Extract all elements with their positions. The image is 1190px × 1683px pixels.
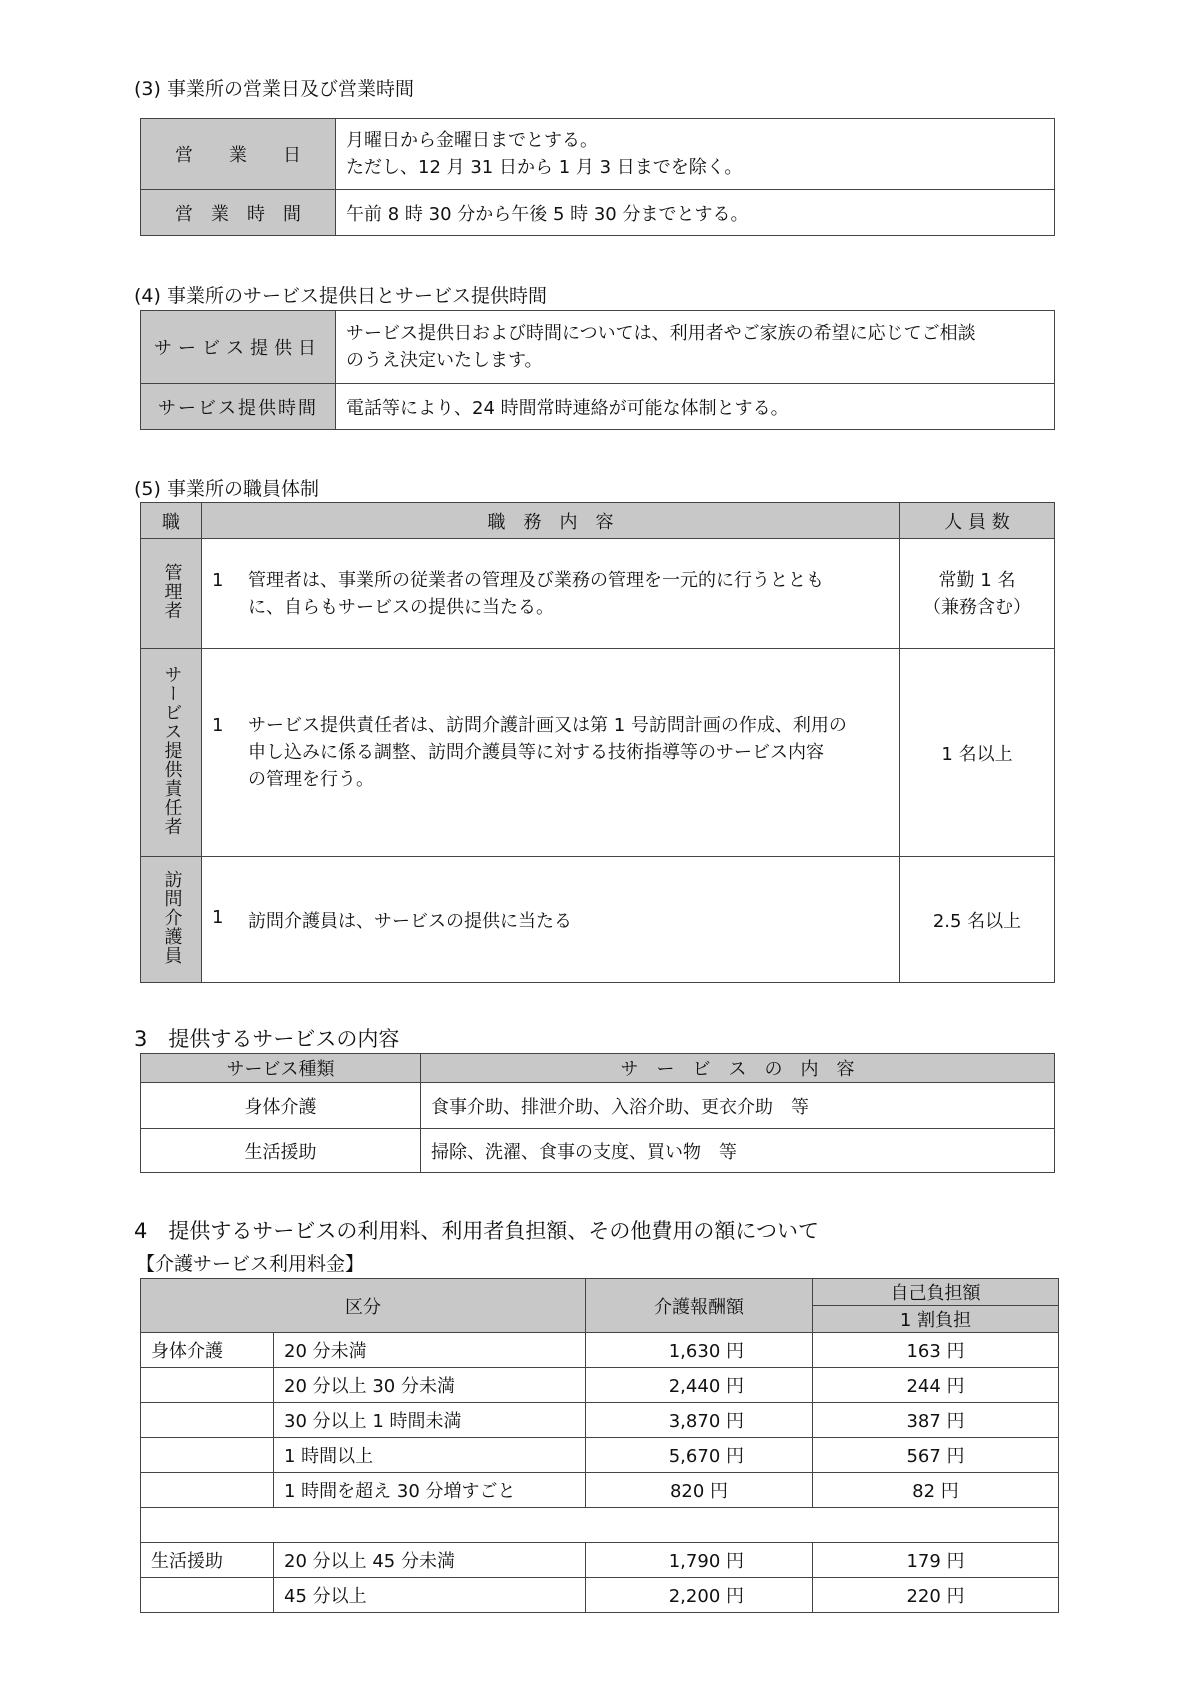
fee-time: 30 分以上 1 時間未満 (274, 1403, 586, 1438)
staff-role-service-manager: サービス提供責任者 (141, 649, 202, 857)
table-row (141, 1403, 1059, 1438)
staff-duties-manager: 1 管理者は、事業所の従業者の管理及び業務の管理を一元的に行うととも に、自らもサービスの提供に当たる。 (202, 539, 900, 649)
section-heading-business-days: (3) 事業所の営業日及び営業時間 (134, 78, 414, 100)
fee-amount: 5,670 円 (586, 1438, 813, 1473)
fee-time: 1 時間以上 (274, 1438, 586, 1473)
fee-amount: 2,200 円 (586, 1578, 813, 1613)
service-hours-label: サービス提供時間 (141, 384, 336, 430)
fee-self: 567 円 (813, 1438, 1059, 1473)
service-content-life-support: 掃除、洗濯、食事の支度、買い物 等 (421, 1129, 1055, 1173)
section-heading-service-content: 3 提供するサービスの内容 (134, 1027, 400, 1051)
table-row-spacer (141, 1508, 1059, 1543)
staff-table (140, 502, 1055, 983)
fee-time: 20 分未満 (274, 1333, 586, 1368)
staff-header-count: 人 員 数 (900, 503, 1055, 539)
fees-header-self-sub: 1 割負担 (813, 1306, 1059, 1333)
business-hours-label: 営 業 時 間 (141, 190, 336, 236)
staff-count-manager: 常勤 1 名 （兼務含む） (900, 539, 1055, 649)
table-row (141, 1473, 1059, 1508)
business-days-label: 営 業 日 (141, 119, 336, 190)
table-row (141, 1543, 1059, 1578)
section-heading-service-days: (4) 事業所のサービス提供日とサービス提供時間 (134, 285, 547, 307)
service-content-body-care: 食事介助、排泄介助、入浴介助、更衣介助 等 (421, 1083, 1055, 1129)
fees-header-self: 自己負担額 (813, 1279, 1059, 1306)
fee-time: 20 分以上 45 分未満 (274, 1543, 586, 1578)
fee-amount: 1,630 円 (586, 1333, 813, 1368)
table-row (141, 1368, 1059, 1403)
fee-amount: 3,870 円 (586, 1403, 813, 1438)
fee-self: 179 円 (813, 1543, 1059, 1578)
fee-category: 身体介護 (141, 1333, 274, 1368)
fees-table (140, 1278, 1059, 1613)
fee-amount: 1,790 円 (586, 1543, 813, 1578)
fee-time: 1 時間を超え 30 分増すごと (274, 1473, 586, 1508)
fee-self: 163 円 (813, 1333, 1059, 1368)
staff-count-service-manager: 1 名以上 (900, 649, 1055, 857)
fees-subheading: 【介護サービス利用料金】 (136, 1253, 365, 1275)
table-row (141, 1438, 1059, 1473)
fee-category (141, 1438, 274, 1473)
table-row (141, 1333, 1059, 1368)
service-content-table (140, 1053, 1055, 1173)
section-heading-fees: 4 提供するサービスの利用料、利用者負担額、その他費用の額について (134, 1219, 819, 1243)
service-hours-table (140, 310, 1055, 430)
fee-self: 244 円 (813, 1368, 1059, 1403)
staff-role-manager: 管理者 (141, 539, 202, 649)
service-hours-value: 電話等により、24 時間常時連絡が可能な体制とする。 (336, 384, 1055, 430)
fee-category: 生活援助 (141, 1543, 274, 1578)
fee-category (141, 1403, 274, 1438)
fee-self: 82 円 (813, 1473, 1059, 1508)
fee-amount: 2,440 円 (586, 1368, 813, 1403)
staff-count-helper: 2.5 名以上 (900, 857, 1055, 983)
staff-duties-helper: 1 訪問介護員は、サービスの提供に当たる (202, 857, 900, 983)
fee-category (141, 1578, 274, 1613)
staff-role-helper: 訪問介護員 (141, 857, 202, 983)
business-hours-table (140, 118, 1055, 236)
service-days-value: サービス提供日および時間については、利用者やご家族の希望に応じてご相談 のうえ決定いたします。 (336, 311, 1055, 384)
fee-self: 220 円 (813, 1578, 1059, 1613)
fee-self: 387 円 (813, 1403, 1059, 1438)
fee-category (141, 1473, 274, 1508)
staff-duties-service-manager: 1 サービス提供責任者は、訪問介護計画又は第 1 号訪問計画の作成、利用の 申し込みに係る調整、訪問介護員等に対する技術指導等のサービス内容 の管理を行う。 (202, 649, 900, 857)
business-days-value: 月曜日から金曜日までとする。 ただし、12 月 31 日から 1 月 3 日までを除く。 (336, 119, 1055, 190)
fee-time: 45 分以上 (274, 1578, 586, 1613)
service-type-body-care: 身体介護 (141, 1083, 421, 1129)
fee-amount: 820 円 (586, 1473, 813, 1508)
table-row (141, 1578, 1059, 1613)
staff-header-duties: 職 務 内 容 (202, 503, 900, 539)
staff-header-role: 職 (141, 503, 202, 539)
fees-header-fee: 介護報酬額 (586, 1279, 813, 1333)
fee-category (141, 1368, 274, 1403)
service-type-life-support: 生活援助 (141, 1129, 421, 1173)
business-hours-value: 午前 8 時 30 分から午後 5 時 30 分までとする。 (336, 190, 1055, 236)
fee-time: 20 分以上 30 分未満 (274, 1368, 586, 1403)
service-type-header: サービス種類 (141, 1054, 421, 1083)
section-heading-staff: (5) 事業所の職員体制 (134, 478, 319, 500)
spacer-cell (141, 1508, 1059, 1543)
fees-header-kubun: 区分 (141, 1279, 586, 1333)
service-content-header: サ ー ビ ス の 内 容 (421, 1054, 1055, 1083)
service-days-label: サービス提供日 (141, 311, 336, 384)
